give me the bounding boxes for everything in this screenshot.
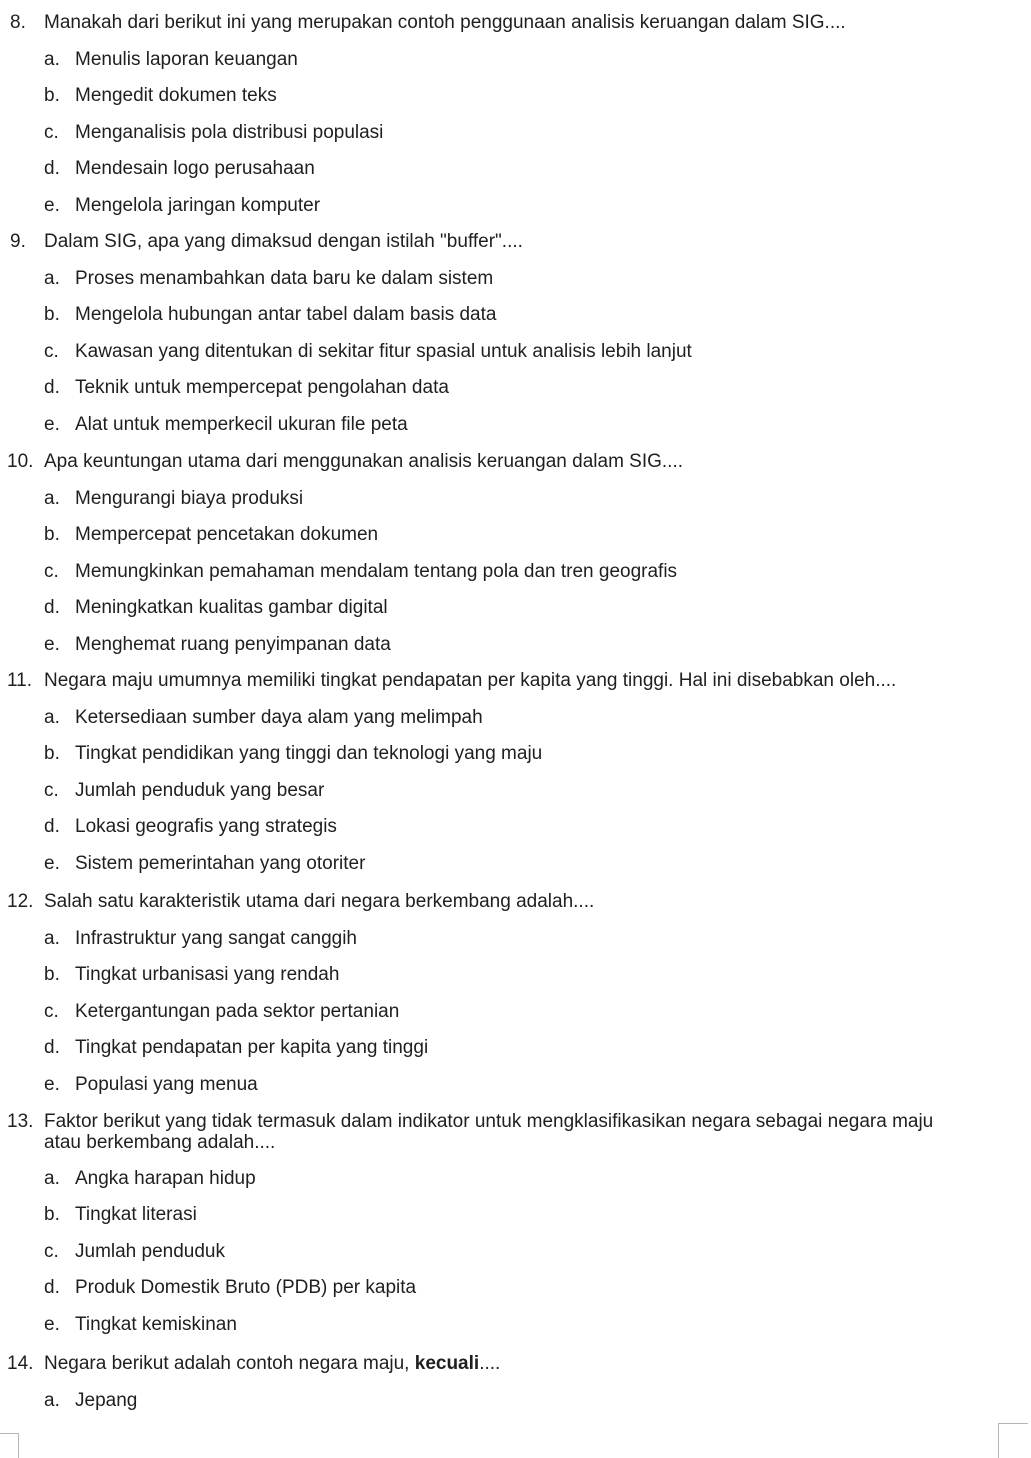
question-number: 14. [7, 1353, 34, 1374]
option-c [0, 986, 1020, 1023]
option-text: Jumlah penduduk [75, 1240, 225, 1262]
option-text: Meningkatkan kualitas gambar digital [75, 597, 388, 619]
option-b [0, 290, 1020, 327]
option-text: Memungkinkan pemahaman mendalam tentang pola dan tren geografis [75, 560, 678, 582]
option-a [0, 473, 1020, 510]
question-9 [0, 231, 1020, 436]
question-text: Apa keuntungan utama dari menggunakan analisis keruangan dalam SIG.... [44, 451, 684, 472]
option-b [0, 1190, 1020, 1227]
option-letter: d. [44, 377, 60, 399]
question-12 [0, 891, 1020, 1096]
option-c [0, 107, 1020, 144]
option-e [0, 1059, 1020, 1096]
option-a [0, 692, 1020, 729]
option-d [0, 1263, 1020, 1300]
question-stem [0, 670, 1020, 692]
option-letter: a. [44, 927, 60, 949]
option-letter: e. [44, 413, 60, 435]
option-letter: c. [44, 121, 59, 143]
option-letter: b. [44, 964, 60, 986]
option-text: Tingkat pendidikan yang tinggi dan teknologi yang maju [75, 743, 543, 765]
option-a [0, 1375, 1020, 1412]
option-letter: e. [44, 633, 60, 655]
option-text: Infrastruktur yang sangat canggih [75, 927, 358, 949]
question-stem [0, 231, 1020, 253]
option-letter: b. [44, 304, 60, 326]
option-text: Alat untuk memperkecil ukuran file peta [75, 413, 408, 435]
option-text: Produk Domestik Bruto (PDB) per kapita [75, 1277, 417, 1299]
option-d [0, 1023, 1020, 1060]
option-text: Tingkat urbanisasi yang rendah [75, 964, 340, 986]
option-e [0, 180, 1020, 217]
option-a [0, 1153, 1020, 1190]
option-text: Jepang [75, 1389, 138, 1411]
option-d [0, 144, 1020, 181]
option-text: Kawasan yang ditentukan di sekitar fitur spasial untuk analisis lebih lanjut [75, 340, 692, 362]
option-letter: d. [44, 158, 60, 180]
option-text: Angka harapan hidup [75, 1167, 256, 1189]
option-text: Mempercepat pencetakan dokumen [75, 524, 379, 546]
question-number: 8. [10, 12, 26, 33]
option-letter: c. [44, 1240, 59, 1262]
option-letter: e. [44, 194, 60, 216]
option-text: Lokasi geografis yang strategis [75, 816, 337, 838]
option-c [0, 765, 1020, 802]
option-e [0, 1299, 1020, 1336]
option-letter: e. [44, 852, 60, 874]
option-list [0, 253, 1020, 436]
question-number: 13. [7, 1111, 34, 1132]
option-list [0, 1375, 1020, 1412]
option-a [0, 913, 1020, 950]
option-text: Mengurangi biaya produksi [75, 487, 304, 509]
option-text: Mendesain logo perusahaan [75, 158, 315, 180]
option-e [0, 399, 1020, 436]
option-letter: e. [44, 1073, 60, 1095]
option-b [0, 729, 1020, 766]
option-b [0, 950, 1020, 987]
option-list [0, 34, 1020, 217]
question-text: Dalam SIG, apa yang dimaksud dengan istilah "buffer".... [44, 231, 523, 252]
option-letter: a. [44, 48, 60, 70]
option-letter: a. [44, 267, 60, 289]
option-letter: c. [44, 340, 59, 362]
option-c [0, 326, 1020, 363]
option-text: Tingkat literasi [75, 1204, 197, 1226]
question-14 [0, 1353, 1020, 1412]
option-letter: c. [44, 779, 59, 801]
option-e [0, 619, 1020, 656]
option-list [0, 473, 1020, 656]
option-text: Menulis laporan keuangan [75, 48, 298, 70]
option-letter: c. [44, 1000, 59, 1022]
option-text: Populasi yang menua [75, 1073, 258, 1095]
option-text: Menghemat ruang penyimpanan data [75, 633, 391, 655]
option-list [0, 913, 1020, 1096]
option-letter: a. [44, 706, 60, 728]
option-letter: e. [44, 1313, 60, 1335]
option-letter: d. [44, 1277, 60, 1299]
option-text: Tingkat kemiskinan [75, 1313, 237, 1335]
question-number: 12. [7, 891, 34, 912]
question-stem [0, 1111, 974, 1153]
question-text-ellipsis: .... [479, 1353, 501, 1374]
option-list [0, 692, 1020, 875]
option-text: Ketersediaan sumber daya alam yang melimpah [75, 706, 483, 728]
option-c [0, 546, 1020, 583]
option-text: Mengedit dokumen teks [75, 85, 277, 107]
option-letter: c. [44, 560, 59, 582]
option-b [0, 510, 1020, 547]
question-10 [0, 451, 1020, 656]
question-text: Salah satu karakteristik utama dari negara berkembang adalah.... [44, 891, 595, 912]
option-letter: a. [44, 487, 60, 509]
question-number: 10. [7, 451, 34, 472]
option-c [0, 1226, 1020, 1263]
option-a [0, 34, 1020, 71]
question-13 [0, 1111, 1020, 1336]
option-text: Tingkat pendapatan per kapita yang tinggi [75, 1037, 429, 1059]
question-text: Manakah dari berikut ini yang merupakan contoh penggunaan analisis keruangan dalam SIG.... [44, 12, 846, 33]
option-letter: b. [44, 1204, 60, 1226]
question-text: Faktor berikut yang tidak termasuk dalam indikator untuk mengklasifikasikan negara sebagai negara maju atau berkembang adalah.... [44, 1111, 934, 1153]
option-text: Jumlah penduduk yang besar [75, 779, 325, 801]
option-text: Menganalisis pola distribusi populasi [75, 121, 384, 143]
option-b [0, 71, 1020, 108]
option-d [0, 583, 1020, 620]
option-letter: b. [44, 85, 60, 107]
question-stem [0, 12, 1020, 34]
option-text: Mengelola jaringan komputer [75, 194, 321, 216]
question-text [44, 1353, 500, 1374]
option-letter: a. [44, 1389, 60, 1411]
question-number: 9. [10, 231, 26, 252]
question-8 [0, 12, 1020, 217]
question-number: 11. [7, 670, 33, 691]
option-d [0, 363, 1020, 400]
option-text: Sistem pemerintahan yang otoriter [75, 852, 366, 874]
option-text: Mengelola hubungan antar tabel dalam basis data [75, 304, 497, 326]
question-emphasis: kecuali [414, 1353, 480, 1374]
option-letter: b. [44, 524, 60, 546]
option-d [0, 802, 1020, 839]
option-letter: d. [44, 597, 60, 619]
option-text: Proses menambahkan data baru ke dalam sistem [75, 267, 494, 289]
option-text: Teknik untuk mempercepat pengolahan data [75, 377, 449, 399]
option-e [0, 838, 1020, 875]
option-text: Ketergantungan pada sektor pertanian [75, 1000, 400, 1022]
question-stem [0, 891, 1020, 913]
option-list [0, 1153, 1020, 1336]
question-text: Negara maju umumnya memiliki tingkat pendapatan per kapita yang tinggi. Hal ini disebabkan oleh.... [44, 670, 897, 691]
option-letter: d. [44, 816, 60, 838]
option-letter: b. [44, 743, 60, 765]
option-letter: d. [44, 1037, 60, 1059]
question-11 [0, 670, 1020, 875]
crop-corner-mark-left [0, 1433, 19, 1458]
question-stem [0, 1353, 1020, 1375]
question-stem [0, 451, 1020, 473]
option-a [0, 253, 1020, 290]
question-text-plain: Negara berikut adalah contoh negara maju, [44, 1353, 415, 1374]
option-letter: a. [44, 1167, 60, 1189]
